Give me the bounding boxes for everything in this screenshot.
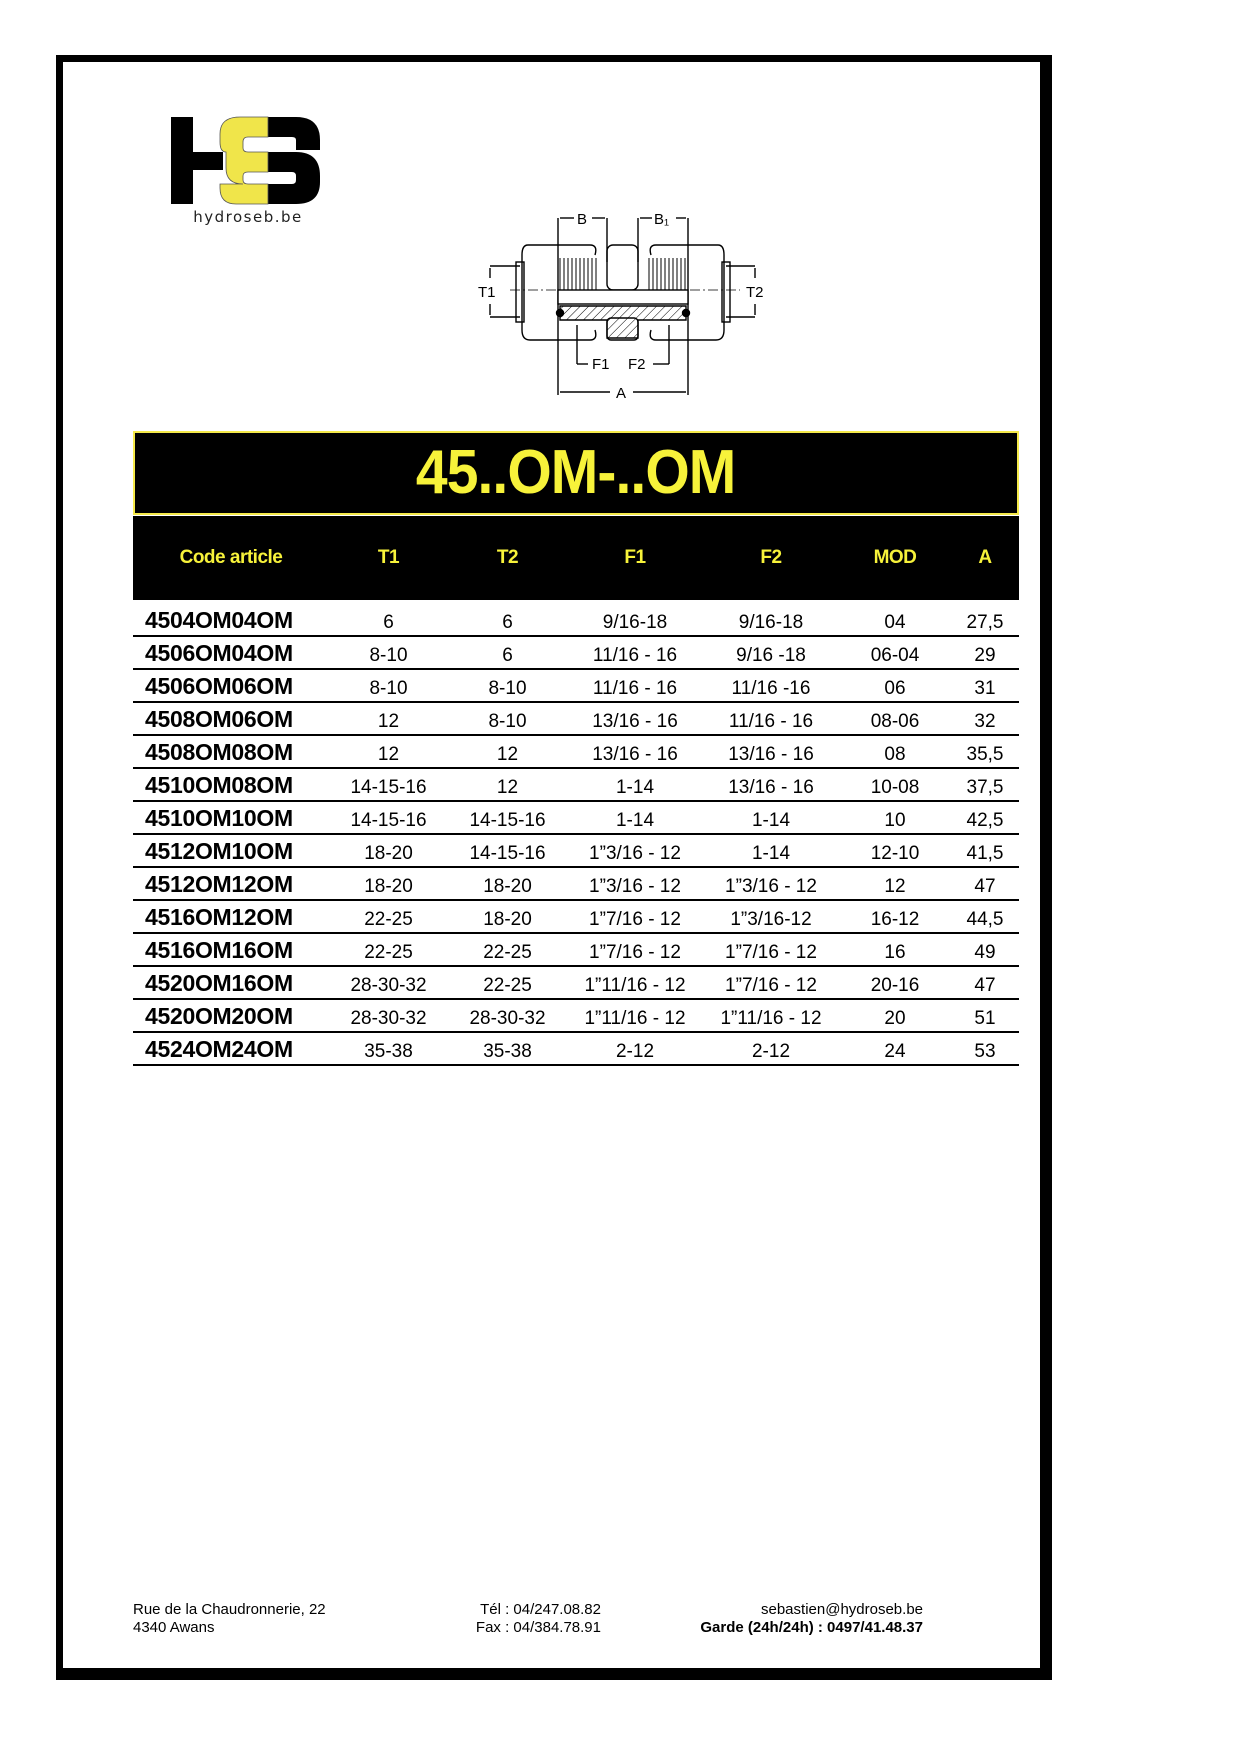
header-f1: F1: [567, 516, 703, 601]
cell-f2: 1”3/16 - 12: [703, 867, 839, 900]
header-f2: F2: [703, 516, 839, 601]
label-t1: T1: [478, 284, 496, 301]
cell-code-article: 4508OM08OM: [133, 735, 329, 768]
table-row: [133, 933, 1019, 966]
cell-t2: 14-15-16: [448, 801, 567, 834]
cell-t1: 8-10: [329, 669, 448, 702]
cell-t2: 6: [448, 600, 567, 636]
cell-f1: 9/16-18: [567, 600, 703, 636]
cell-t1: 14-15-16: [329, 801, 448, 834]
cell-mod: 06: [839, 669, 951, 702]
cell-f2: 11/16 -16: [703, 669, 839, 702]
cell-f1: 1”7/16 - 12: [567, 900, 703, 933]
emergency-phone: Garde (24h/24h) : 0497/41.48.37: [700, 1619, 923, 1636]
cell-f2: 13/16 - 16: [703, 768, 839, 801]
cell-mod: 20: [839, 999, 951, 1032]
cell-f2: 1”3/16-12: [703, 900, 839, 933]
cell-code-article: 4506OM04OM: [133, 636, 329, 669]
product-series-title: 45..OM-..OM: [416, 438, 736, 507]
label-a: A: [616, 385, 627, 402]
cell-f1: 1”3/16 - 12: [567, 834, 703, 867]
table-row: [133, 735, 1019, 768]
cell-t1: 22-25: [329, 933, 448, 966]
cell-t1: 28-30-32: [329, 966, 448, 999]
address-street: Rue de la Chaudronnerie, 22: [133, 1601, 326, 1618]
cell-code-article: 4516OM12OM: [133, 900, 329, 933]
cell-mod: 20-16: [839, 966, 951, 999]
cell-t2: 22-25: [448, 966, 567, 999]
cell-code-article: 4506OM06OM: [133, 669, 329, 702]
cell-code-article: 4510OM08OM: [133, 768, 329, 801]
cell-a: 53: [951, 1032, 1019, 1065]
cell-t2: 8-10: [448, 702, 567, 735]
cell-t2: 6: [448, 636, 567, 669]
cell-code-article: 4516OM16OM: [133, 933, 329, 966]
cell-code-article: 4520OM16OM: [133, 966, 329, 999]
cell-t2: 28-30-32: [448, 999, 567, 1032]
cell-t2: 35-38: [448, 1032, 567, 1065]
cell-f2: 1”11/16 - 12: [703, 999, 839, 1032]
cell-f1: 1”7/16 - 12: [567, 933, 703, 966]
header-t2: T2: [448, 516, 567, 601]
table-header-row: [133, 516, 1019, 601]
cell-f1: 11/16 - 16: [567, 669, 703, 702]
footer-contact-email: [593, 1601, 923, 1637]
cell-f1: 1”3/16 - 12: [567, 867, 703, 900]
cell-mod: 24: [839, 1032, 951, 1065]
label-b1: B₁: [654, 211, 670, 228]
cell-f2: 1-14: [703, 801, 839, 834]
fitting-diagram: [450, 190, 790, 410]
cell-t2: 12: [448, 735, 567, 768]
table-row: [133, 999, 1019, 1032]
cell-mod: 08-06: [839, 702, 951, 735]
table-row: [133, 1032, 1019, 1065]
spec-table: [133, 515, 1019, 1066]
cell-a: 49: [951, 933, 1019, 966]
cell-a: 37,5: [951, 768, 1019, 801]
cell-code-article: 4512OM12OM: [133, 867, 329, 900]
cell-f1: 11/16 - 16: [567, 636, 703, 669]
label-t2: T2: [746, 284, 764, 301]
cell-f1: 2-12: [567, 1032, 703, 1065]
title-banner: [133, 431, 1019, 515]
cell-code-article: 4520OM20OM: [133, 999, 329, 1032]
cell-f1: 1-14: [567, 768, 703, 801]
cell-a: 35,5: [951, 735, 1019, 768]
cell-a: 32: [951, 702, 1019, 735]
label-f2: F2: [628, 356, 646, 373]
cell-code-article: 4512OM10OM: [133, 834, 329, 867]
cell-f2: 11/16 - 16: [703, 702, 839, 735]
cell-a: 31: [951, 669, 1019, 702]
header-code-article: Code article: [133, 516, 329, 601]
cell-t2: 12: [448, 768, 567, 801]
cell-f1: 13/16 - 16: [567, 735, 703, 768]
cell-f2: 1”7/16 - 12: [703, 933, 839, 966]
cell-a: 44,5: [951, 900, 1019, 933]
table-row: [133, 801, 1019, 834]
table-row: [133, 834, 1019, 867]
cell-f2: 1”7/16 - 12: [703, 966, 839, 999]
cell-f2: 13/16 - 16: [703, 735, 839, 768]
cell-mod: 16: [839, 933, 951, 966]
cell-a: 27,5: [951, 600, 1019, 636]
cell-a: 42,5: [951, 801, 1019, 834]
cell-f2: 9/16-18: [703, 600, 839, 636]
cell-t2: 18-20: [448, 900, 567, 933]
header-mod: MOD: [839, 516, 951, 601]
cell-a: 41,5: [951, 834, 1019, 867]
phone-number: Tél : 04/247.08.82: [480, 1601, 601, 1618]
table-row: [133, 669, 1019, 702]
cell-t1: 18-20: [329, 867, 448, 900]
table-row: [133, 768, 1019, 801]
cell-t1: 22-25: [329, 900, 448, 933]
label-f1: F1: [592, 356, 610, 373]
cell-mod: 10: [839, 801, 951, 834]
cell-mod: 08: [839, 735, 951, 768]
cell-a: 47: [951, 966, 1019, 999]
cell-a: 51: [951, 999, 1019, 1032]
cell-a: 47: [951, 867, 1019, 900]
label-b: B: [577, 211, 588, 228]
cell-t1: 12: [329, 702, 448, 735]
cell-code-article: 4504OM04OM: [133, 600, 329, 636]
footer-address: [133, 1601, 326, 1637]
cell-mod: 16-12: [839, 900, 951, 933]
cell-code-article: 4510OM10OM: [133, 801, 329, 834]
table-row: [133, 900, 1019, 933]
cell-f1: 1”11/16 - 12: [567, 999, 703, 1032]
fax-number: Fax : 04/384.78.91: [475, 1619, 601, 1636]
cell-mod: 06-04: [839, 636, 951, 669]
table-row: [133, 702, 1019, 735]
cell-a: 29: [951, 636, 1019, 669]
cell-f2: 1-14: [703, 834, 839, 867]
cell-t2: 14-15-16: [448, 834, 567, 867]
cell-f2: 9/16 -18: [703, 636, 839, 669]
header-t1: T1: [329, 516, 448, 601]
cell-t2: 18-20: [448, 867, 567, 900]
email-link[interactable]: sebastien@hydroseb.be: [761, 1601, 923, 1618]
cell-t1: 6: [329, 600, 448, 636]
cell-code-article: 4524OM24OM: [133, 1032, 329, 1065]
cell-code-article: 4508OM06OM: [133, 702, 329, 735]
cell-mod: 04: [839, 600, 951, 636]
cell-mod: 12-10: [839, 834, 951, 867]
cell-f2: 2-12: [703, 1032, 839, 1065]
cell-t1: 14-15-16: [329, 768, 448, 801]
cell-f1: 1”11/16 - 12: [567, 966, 703, 999]
cell-t2: 22-25: [448, 933, 567, 966]
table-row: [133, 867, 1019, 900]
address-city: 4340 Awans: [133, 1619, 215, 1636]
footer-contact-phones: [466, 1601, 601, 1637]
table-row: [133, 600, 1019, 636]
cell-t1: 28-30-32: [329, 999, 448, 1032]
cell-t1: 12: [329, 735, 448, 768]
cell-f1: 13/16 - 16: [567, 702, 703, 735]
cell-mod: 12: [839, 867, 951, 900]
cell-t1: 18-20: [329, 834, 448, 867]
header-a: A: [951, 516, 1019, 601]
cell-mod: 10-08: [839, 768, 951, 801]
cell-f1: 1-14: [567, 801, 703, 834]
table-row: [133, 636, 1019, 669]
cell-t2: 8-10: [448, 669, 567, 702]
logo-caption: hydroseb.be: [193, 208, 303, 226]
cell-t1: 8-10: [329, 636, 448, 669]
cell-t1: 35-38: [329, 1032, 448, 1065]
table-row: [133, 966, 1019, 999]
